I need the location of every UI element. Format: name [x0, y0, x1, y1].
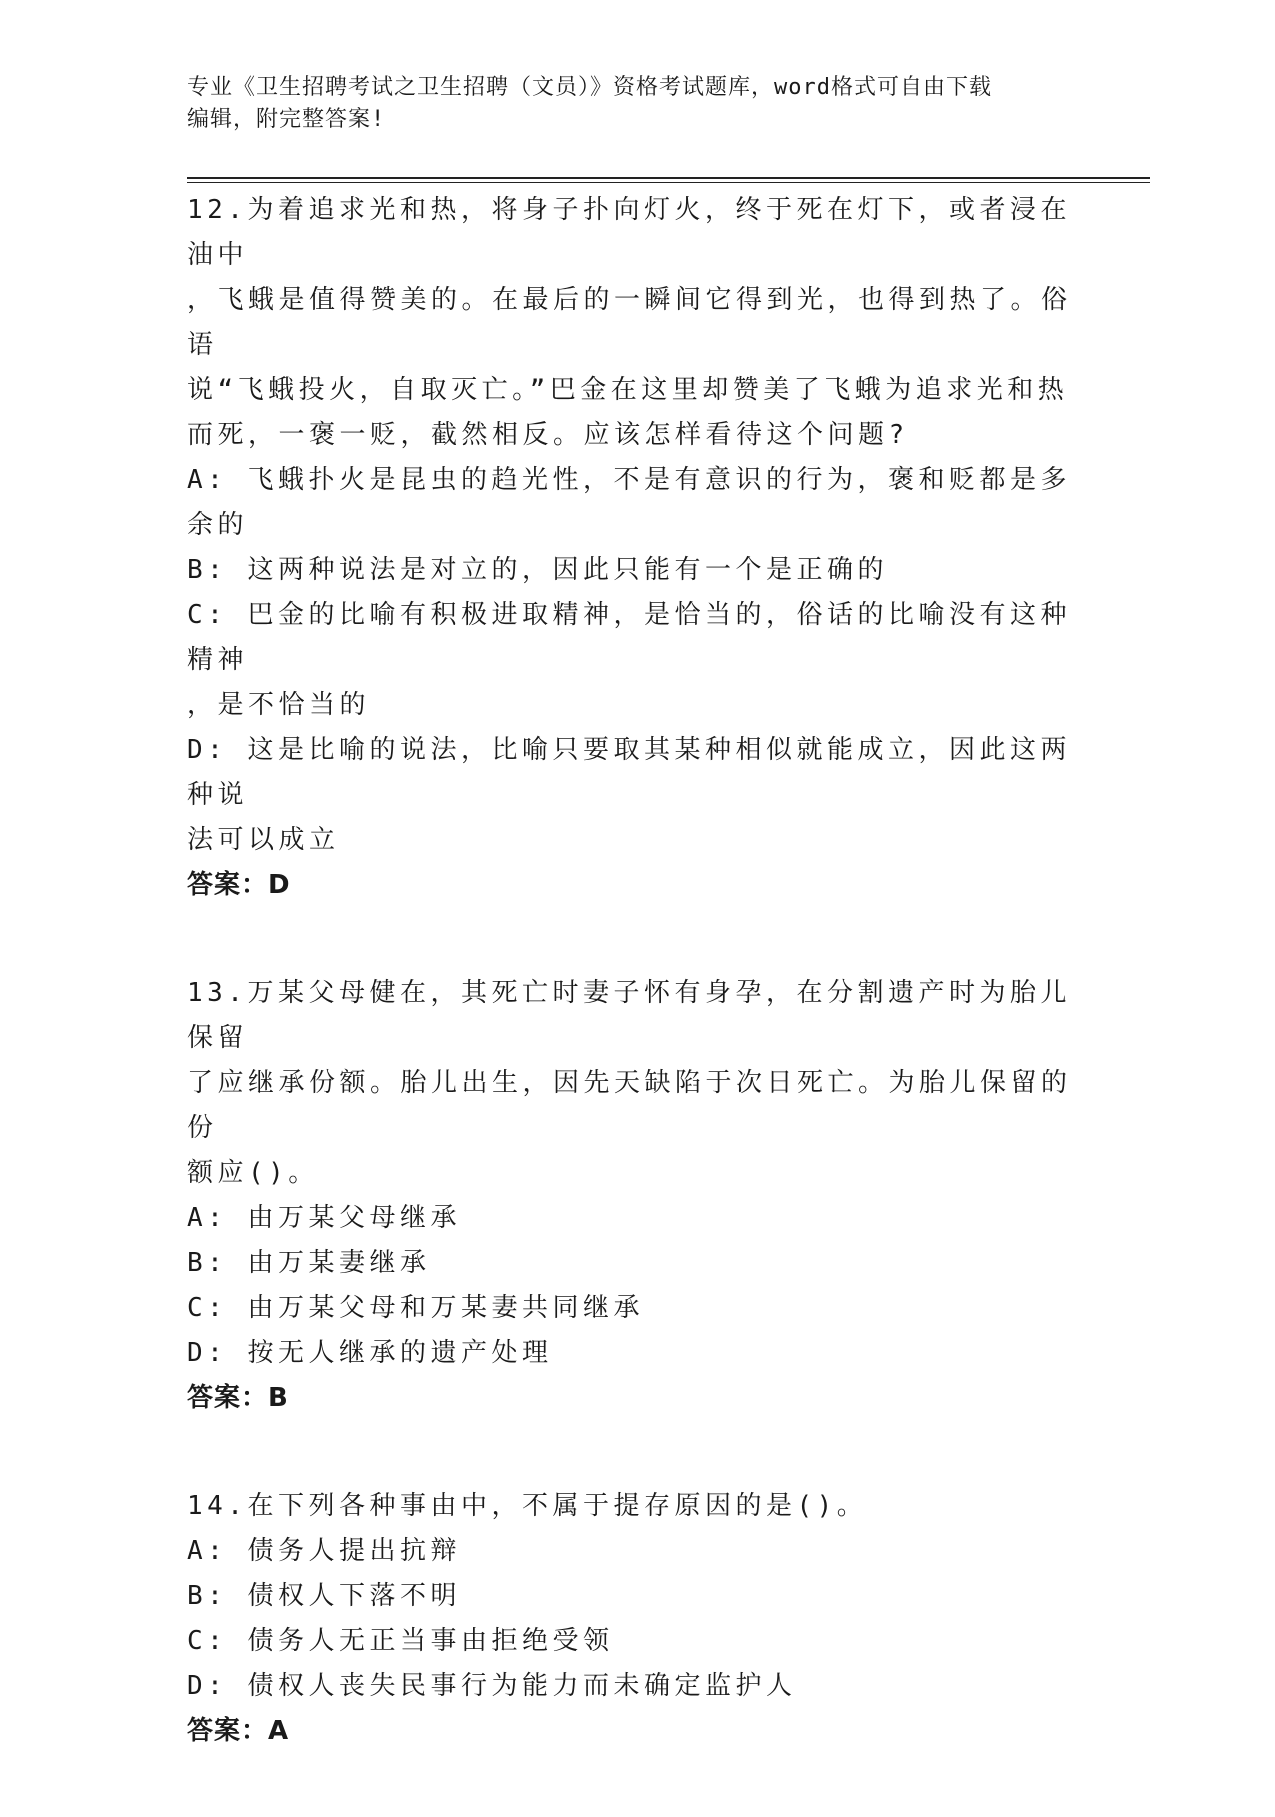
- question-stem-line: 14.在下列各种事由中，不属于提存原因的是()。: [187, 1491, 868, 1521]
- answer-label: 答案：B: [187, 1383, 289, 1413]
- question-list: [187, 188, 1087, 1817]
- answer-label: 答案：D: [187, 870, 291, 900]
- question-stem-line: 了应继承份额。胎儿出生，因先天缺陷于次日死亡。为胎儿保留的份: [187, 1068, 1072, 1143]
- document-header: [187, 72, 1087, 136]
- question-stem-line: 额应()。: [187, 1158, 319, 1188]
- question-stem-line: 13.万某父母健在，其死亡时妻子怀有身孕，在分割遗产时为胎儿保留: [187, 978, 1071, 1053]
- question-stem-line: ，飞蛾是值得赞美的。在最后的一瞬间它得到光，也得到热了。俗语: [187, 285, 1072, 360]
- option-c: C: 由万某父母和万某妻共同继承: [187, 1293, 644, 1323]
- header-divider-thick: [187, 177, 1150, 179]
- question-14: [187, 1484, 1087, 1754]
- option-a: A: 飞蛾扑火是昆虫的趋光性，不是有意识的行为，褒和贬都是多余的: [187, 465, 1071, 540]
- question-13: [187, 971, 1087, 1421]
- answer-label: 答案：A: [187, 1716, 290, 1746]
- option-c: C: 债务人无正当事由拒绝受领: [187, 1626, 614, 1656]
- option-d: D: 按无人继承的遗产处理: [187, 1338, 553, 1368]
- header-line-1: 专业《卫生招聘考试之卫生招聘（文员）》资格考试题库，word格式可自由下载: [187, 75, 992, 100]
- option-d: D: 债权人丧失民事行为能力而未确定监护人: [187, 1671, 797, 1701]
- question-stem-line: 说“飞蛾投火，自取灭亡。”巴金在这里却赞美了飞蛾为追求光和热: [187, 375, 1069, 405]
- option-d-continued: 法可以成立: [187, 825, 340, 855]
- question-12: [187, 188, 1087, 908]
- option-b: B: 这两种说法是对立的，因此只能有一个是正确的: [187, 555, 888, 585]
- question-stem-line: 12.为着追求光和热，将身子扑向灯火，终于死在灯下，或者浸在油中: [187, 195, 1071, 270]
- option-d: D: 这是比喻的说法，比喻只要取其某种相似就能成立，因此这两种说: [187, 735, 1071, 810]
- header-line-2: 编辑，附完整答案!: [187, 107, 386, 132]
- option-c: C: 巴金的比喻有积极进取精神，是恰当的，俗话的比喻没有这种精神: [187, 600, 1071, 675]
- question-stem-line: 而死，一褒一贬，截然相反。应该怎样看待这个问题?: [187, 420, 909, 450]
- option-b: B: 债权人下落不明: [187, 1581, 461, 1611]
- option-c-continued: ，是不恰当的: [187, 690, 371, 720]
- option-a: A: 由万某父母继承: [187, 1203, 461, 1233]
- header-divider-thin: [187, 182, 1150, 183]
- option-a: A: 债务人提出抗辩: [187, 1536, 461, 1566]
- option-b: B: 由万某妻继承: [187, 1248, 431, 1278]
